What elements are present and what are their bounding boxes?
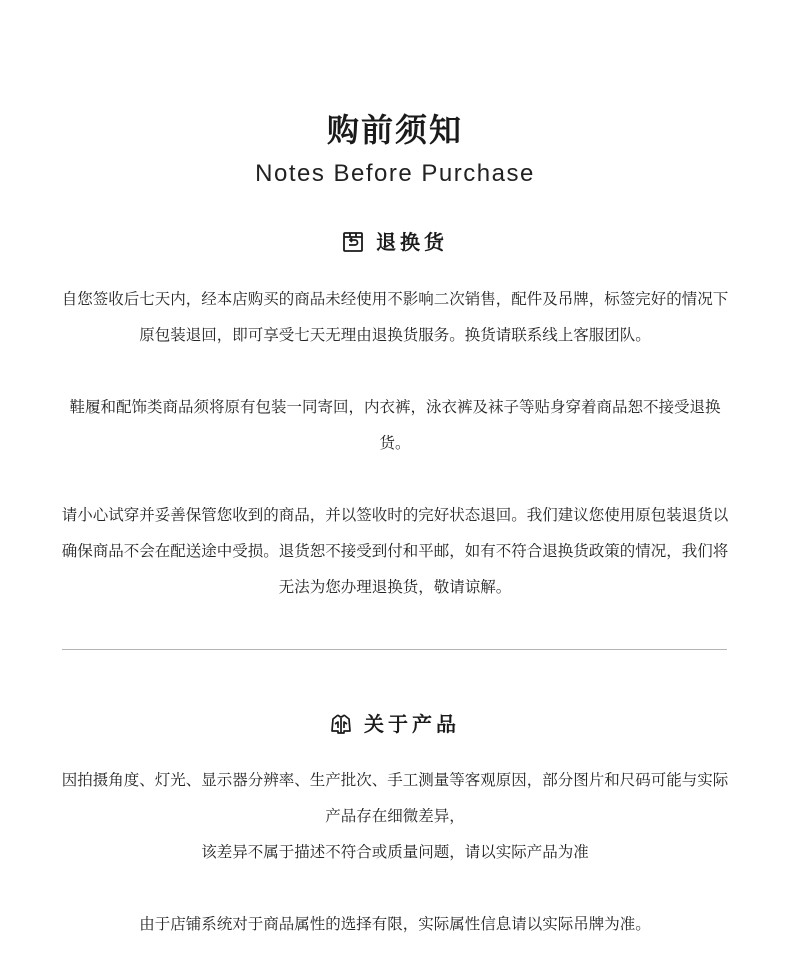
returns-paragraph-3: 请小心试穿并妥善保管您收到的商品，并以签收时的完好状态退回。我们建议您使用原包装退货以确保商品不会在配送途中受损。退货恕不接受到付和平邮，如有不符合退换货政策的情况，我们将无法为您办理退换货，敬请谅解。: [61, 506, 729, 596]
page-title: 购前须知: [326, 111, 463, 149]
product-jacket-icon: [330, 713, 352, 735]
page-subtitle: Notes Before Purchase: [255, 160, 535, 187]
about-section-header: [0, 710, 790, 738]
returns-section-header: [0, 228, 790, 256]
return-package-icon: [342, 231, 364, 253]
returns-paragraph-2: 鞋履和配饰类商品须将原有包装一同寄回，内衣裤，泳衣裤及袜子等贴身穿着商品恕不接受退换货。: [69, 398, 721, 452]
about-paragraph-3: 由于店铺系统对于商品属性的选择有限，实际属性信息请以实际吊牌为准。: [139, 915, 651, 933]
returns-paragraph-1: 自您签收后七天内，经本店购买的商品未经使用不影响二次销售，配件及吊牌，标签完好的情况下原包装退回，即可享受七天无理由退换货服务。换货请联系线上客服团队。: [61, 290, 729, 344]
returns-heading: 退换货: [376, 230, 448, 254]
about-heading: 关于产品: [364, 712, 460, 736]
about-paragraph-2: 该差异不属于描述不符合或质量问题，请以实际产品为准: [201, 843, 589, 861]
about-paragraph-1: 因拍摄角度、灯光、显示器分辨率、生产批次、手工测量等客观原因，部分图片和尺码可能与实际产品存在细微差异，: [61, 771, 729, 825]
section-divider: [62, 649, 727, 650]
